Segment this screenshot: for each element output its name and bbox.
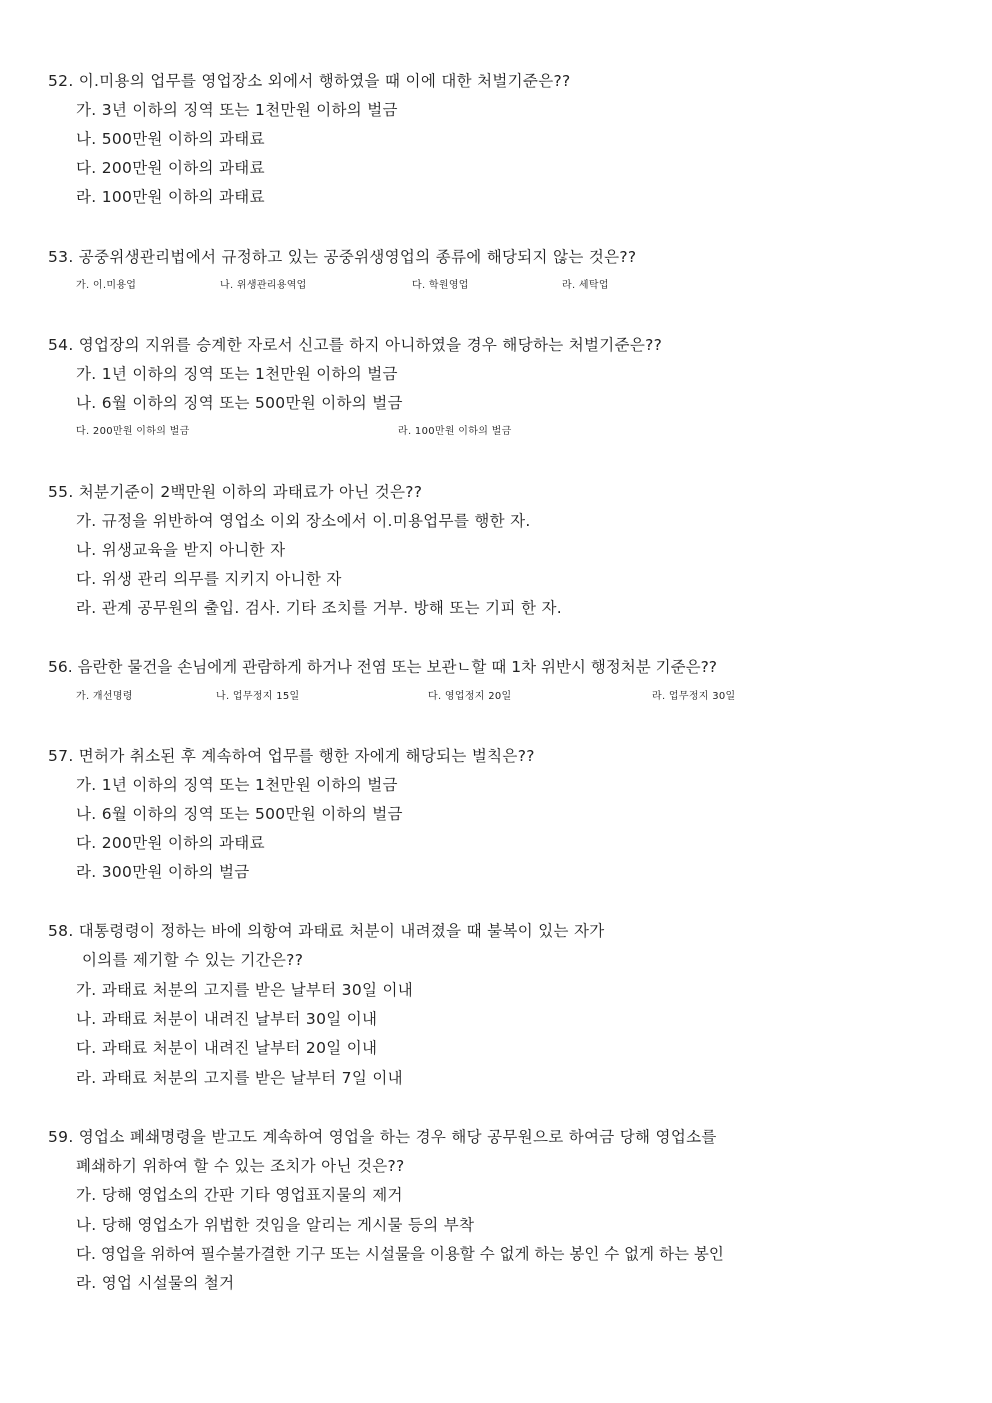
question-58: 58. 대통령령이 정하는 바에 의항여 과태료 처분이 내려졌을 때 불복이 있는 자가 (48, 922, 605, 940)
question-59: 59. 영업소 폐쇄명령을 받고도 계속하여 영업을 하는 경우 해당 공무원으로 하여금 당해 영업소를 (48, 1128, 717, 1146)
q55-option-na: 나. 위생교육을 받지 아니한 자 (76, 541, 286, 559)
q53-option-da: 다. 학원영업 (412, 280, 469, 291)
q52-option-ga: 가. 3년 이하의 징역 또는 1천만원 이하의 벌금 (76, 101, 398, 119)
q58-option-ra: 라. 과태료 처분의 고지를 받은 날부터 7일 이내 (76, 1069, 403, 1087)
q57-option-ga: 가. 1년 이하의 징역 또는 1천만원 이하의 벌금 (76, 776, 398, 794)
q55-option-da: 다. 위생 관리 의무를 지키지 아니한 자 (76, 570, 342, 588)
q53-option-ga: 가. 이.미용업 (76, 280, 137, 291)
question-53: 53. 공중위생관리법에서 규정하고 있는 공중위생영업의 종류에 해당되지 않는 것은?? (48, 248, 637, 266)
q59-option-da: 다. 영업을 위하여 필수불가결한 기구 또는 시설물을 이용할 수 없게 하는 봉인 수 없게 하는 봉인 (76, 1245, 724, 1263)
q54-option-ga: 가. 1년 이하의 징역 또는 1천만원 이하의 벌금 (76, 365, 398, 383)
q58-option-na: 나. 과태료 처분이 내려진 날부터 30일 이내 (76, 1010, 378, 1028)
q52-option-ra: 라. 100만원 이하의 과태료 (76, 188, 265, 206)
q57-option-na: 나. 6월 이하의 징역 또는 500만원 이하의 벌금 (76, 805, 403, 823)
question-57: 57. 면허가 취소된 후 계속하여 업무를 행한 자에게 해당되는 벌칙은?? (48, 747, 535, 765)
question-52: 52. 이.미용의 업무를 영업장소 외에서 행하였을 때 이에 대한 처벌기준은?? (48, 72, 571, 90)
q59-option-ga: 가. 당해 영업소의 간판 기타 영업표지물의 제거 (76, 1186, 403, 1204)
q54-options-row (76, 422, 976, 442)
q52-option-na: 나. 500만원 이하의 과태료 (76, 130, 265, 148)
q54-option-na: 나. 6월 이하의 징역 또는 500만원 이하의 벌금 (76, 394, 403, 412)
q55-option-ra: 라. 관계 공무원의 출입. 검사. 기타 조치를 거부. 방해 또는 기피 한 자. (76, 599, 562, 617)
q52-option-da: 다. 200만원 이하의 과태료 (76, 159, 265, 177)
q53-option-ra: 라. 세탁업 (562, 280, 609, 291)
q59-option-ra: 라. 영업 시설물의 철거 (76, 1274, 235, 1292)
question-59-continued: 폐쇄하기 위하여 할 수 있는 조치가 아닌 것은?? (76, 1157, 405, 1175)
q56-option-ra: 라. 업무정지 30일 (652, 691, 736, 702)
q57-option-da: 다. 200만원 이하의 과태료 (76, 834, 265, 852)
q57-option-ra: 라. 300만원 이하의 벌금 (76, 863, 250, 881)
q58-option-ga: 가. 과태료 처분의 고지를 받은 날부터 30일 이내 (76, 981, 414, 999)
q55-option-ga: 가. 규정을 위반하여 영업소 이외 장소에서 이.미용업무를 행한 자. (76, 512, 531, 530)
q56-option-ga: 가. 개선명령 (76, 691, 133, 702)
q53-option-na: 나. 위생관리용역업 (220, 280, 307, 291)
q56-option-na: 나. 업무정지 15일 (216, 691, 300, 702)
q56-option-da: 다. 영업정지 20일 (428, 691, 512, 702)
question-55: 55. 처분기준이 2백만원 이하의 과태료가 아닌 것은?? (48, 483, 423, 501)
q56-options-row (76, 687, 976, 707)
question-58-continued: 이의를 제기할 수 있는 기간은?? (82, 951, 304, 969)
q53-options-row (76, 276, 976, 296)
q58-option-da: 다. 과태료 처분이 내려진 날부터 20일 이내 (76, 1039, 378, 1057)
q54-option-ra: 라. 100만원 이하의 벌금 (398, 426, 512, 437)
question-54: 54. 영업장의 지위를 승계한 자로서 신고를 하지 아니하였을 경우 해당하는 처벌기준은?? (48, 336, 663, 354)
q54-option-da: 다. 200만원 이하의 벌금 (76, 426, 190, 437)
question-56: 56. 음란한 물건을 손님에게 관람하게 하거나 전염 또는 보관ㄴ할 때 1차 위반시 행정처분 기준은?? (48, 658, 718, 676)
q59-option-na: 나. 당해 영업소가 위법한 것임을 알리는 게시물 등의 부착 (76, 1216, 475, 1234)
